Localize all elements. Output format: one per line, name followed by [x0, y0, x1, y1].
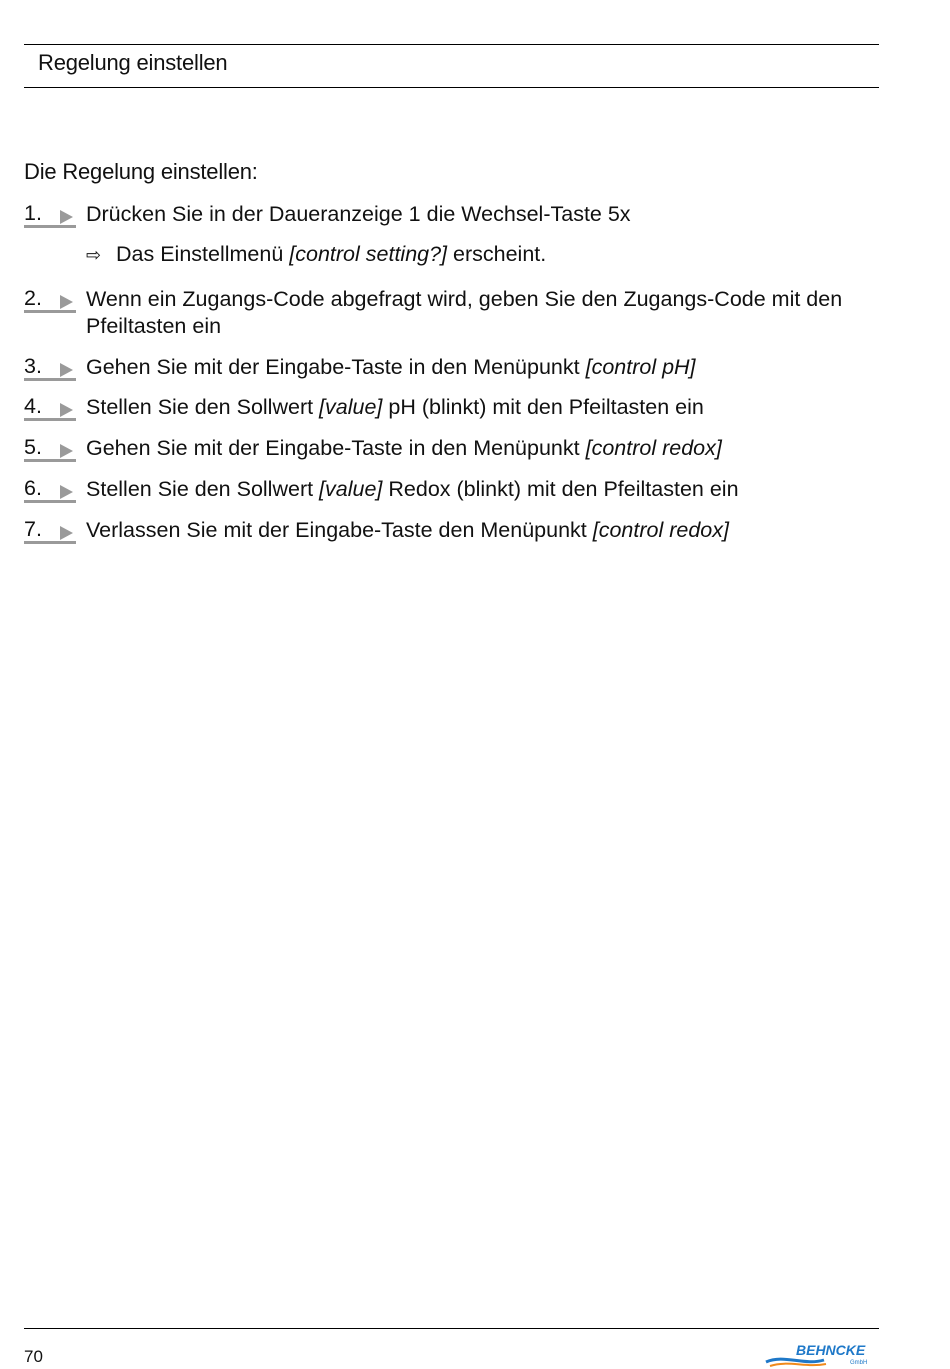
- step-arrow-icon: [60, 444, 73, 458]
- step-text-em: [control pH]: [585, 355, 696, 379]
- step-text-post: Redox (blinkt) mit den Pfeiltasten ein: [382, 477, 739, 501]
- step-text: Drücken Sie in der Daueranzeige 1 die Wechsel-Taste 5x: [86, 202, 631, 226]
- section-title: Die Regelung einstellen:: [24, 159, 258, 184]
- page-number: 70: [24, 1347, 43, 1366]
- step-text-post: pH (blinkt) mit den Pfeiltasten ein: [382, 395, 704, 419]
- step-arrow-icon: [60, 403, 73, 417]
- step-text-pre: Gehen Sie mit der Eingabe-Taste in den Menüpunkt: [86, 436, 586, 460]
- header-rule-top: [24, 44, 879, 45]
- step-text: [86, 476, 866, 503]
- step-text-pre: Verlassen Sie mit der Eingabe-Taste den Menüpunkt: [86, 518, 593, 542]
- step-arrow-icon: [60, 295, 73, 309]
- result-arrow-icon: ⇨: [86, 245, 102, 265]
- step-marker-line: [24, 225, 76, 228]
- step-text-pre: Stellen Sie den Sollwert: [86, 395, 320, 419]
- result-text-em: [control setting?]: [289, 242, 448, 266]
- step-number: 3.: [24, 354, 42, 378]
- step-text-em: [control redox]: [592, 518, 729, 542]
- step-1-result: [86, 242, 546, 267]
- step-text: Wenn ein Zugangs-Code abgefragt wird, geben Sie den Zugangs-Code mit den Pfeiltasten ein: [86, 287, 843, 338]
- step-marker-line: [24, 310, 76, 313]
- footer-rule: [24, 1328, 879, 1329]
- step-text-pre: Stellen Sie den Sollwert: [86, 477, 320, 501]
- page-header-title: Regelung einstellen: [38, 50, 228, 75]
- step-number: 1.: [24, 201, 42, 225]
- step-marker-line: [24, 418, 76, 421]
- result-text-pre: Das Einstellmenü: [116, 242, 290, 266]
- result-text-post: erscheint.: [447, 242, 547, 266]
- step-arrow-icon: [60, 363, 73, 377]
- logo-subtext: GmbH: [850, 1360, 868, 1366]
- step-marker-line: [24, 378, 76, 381]
- step-number: 4.: [24, 394, 42, 418]
- step-marker-line: [24, 500, 76, 503]
- step-number: 7.: [24, 517, 42, 541]
- step-text: [86, 354, 866, 381]
- step-arrow-icon: [60, 485, 73, 499]
- header-rule-bottom: [24, 87, 879, 88]
- logo-text: BEHNCKE: [796, 1342, 866, 1358]
- step-text-em: [value]: [319, 395, 383, 419]
- step-number: 5.: [24, 435, 42, 459]
- step-arrow-icon: [60, 526, 73, 540]
- step-marker-line: [24, 541, 76, 544]
- step-text-pre: Gehen Sie mit der Eingabe-Taste in den Menüpunkt: [86, 355, 586, 379]
- behncke-logo: [764, 1340, 876, 1368]
- step-text: [86, 435, 866, 462]
- step-number: 2.: [24, 286, 42, 310]
- logo-wave-accent-icon: [770, 1364, 826, 1366]
- logo-wave-icon: [766, 1359, 824, 1362]
- step-text: [86, 394, 866, 421]
- step-arrow-icon: [60, 210, 73, 224]
- step-text: [86, 517, 866, 544]
- step-marker-line: [24, 459, 76, 462]
- step-number: 6.: [24, 476, 42, 500]
- step-text-em: [control redox]: [585, 436, 722, 460]
- step-text-em: [value]: [319, 477, 383, 501]
